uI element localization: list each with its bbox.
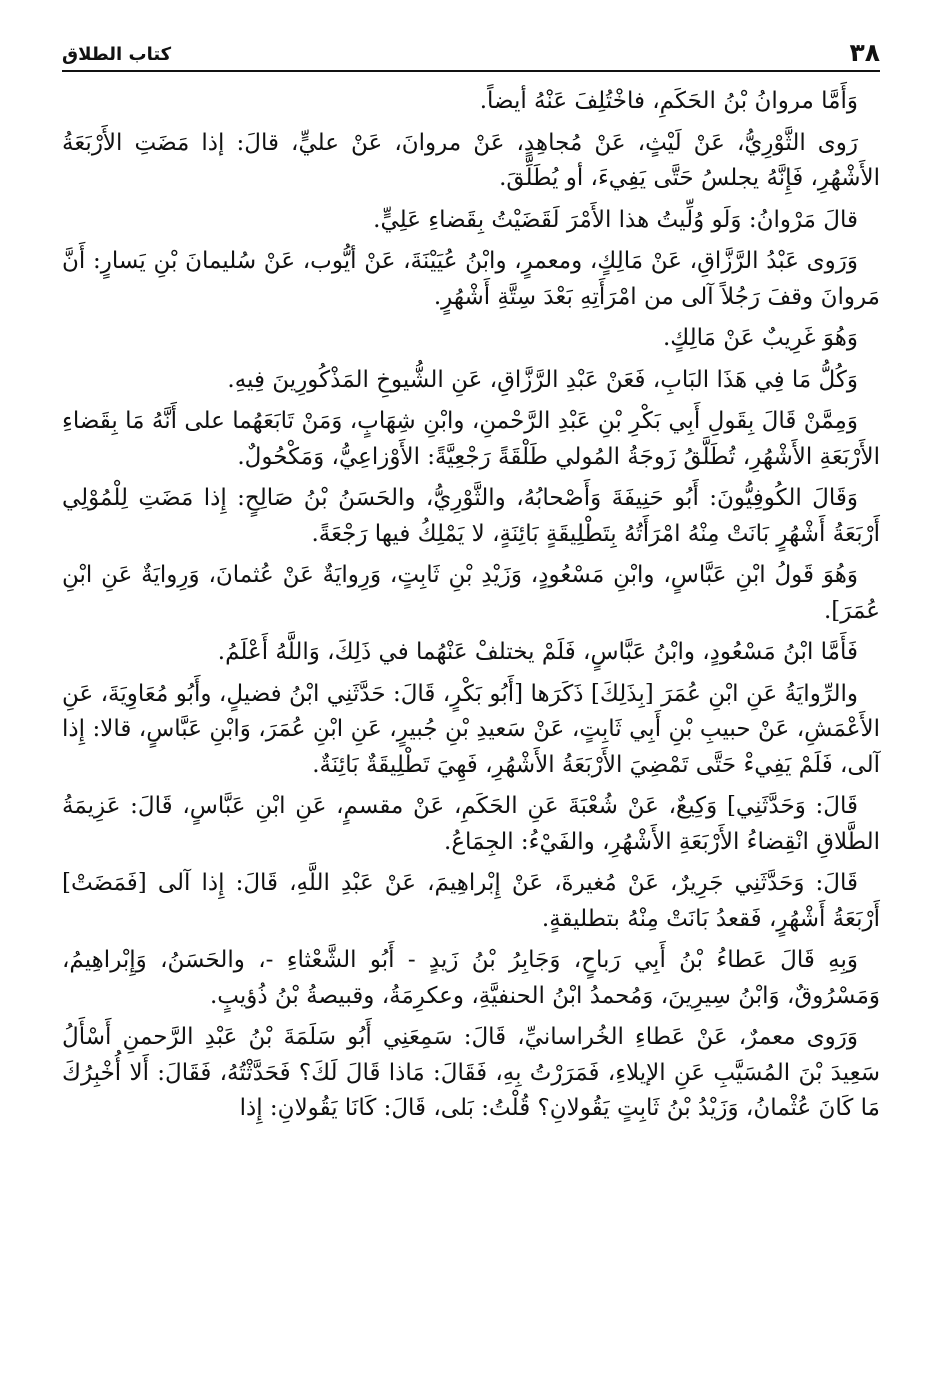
book-title: كتاب الطلاق — [62, 44, 172, 65]
paragraph: فَأَمَّا ابْنُ مَسْعُودٍ، وابْنُ عَبَّاسٍ، فَلَمْ يختلفْ عَنْهُما في ذَلِكَ، وَاللَّهُ أَعْلَمُ. — [217, 639, 858, 665]
paragraph: وَكُلُّ مَا فِي هَذَا البَابِ، فَعَنْ عَبْدِ الرَّزَّاقِ، عَنِ الشُّيوخِ المَذْكُورِينَ فِيهِ. — [227, 366, 858, 393]
paragraph: وَمِمَّنْ قَالَ بِقَولِ أَبِي بَكْرِ بْنِ عَبْدِ الرَّحْمنِ، وابْنِ شِهَابٍ، وَمَنْ تَابَعَهُما على أَنَّهُ مَا بِقَضاءِ الأَرْبَعَةِ الأَشْهُرِ، تُطَلَّقُ زَوجَةُ المُولي طَلْقَةً رَجْعِيَّةً: الأَوْزاعِيُّ، وَمَكْحُولٌ. — [62, 408, 880, 470]
paragraph: وَهُوَ غَرِيبٌ عَنْ مَالِكٍ. — [662, 325, 858, 351]
paragraph: قَالَ: وَحَدَّثَنِي] وَكِيعٌ، عَنْ شُعْبَةَ عَنِ الحَكَمِ، عَنْ مقسمٍ، عَنِ ابْنِ عَبَّاسٍ، قَالَ: عَزِيمَةُ الطَّلاقِ انْقِضاءُ الأَرْبَعَةِ الأَشْهُرِ، والفَيْءُ: الجِمَاعُ. — [62, 793, 880, 855]
paragraph: وَأَمَّا مروانُ بْنُ الحَكَمِ، فاخْتُلِفَ عَنْهُ أيضاً. — [479, 88, 858, 114]
paragraph: رَوى الثَّوْرِيُّ، عَنْ لَيْثٍ، عَنْ مُجاهِدٍ، عَنْ مروانَ، عَنْ عليٍّ، قالَ: إذا مَضَتِ الأَرْبَعَةُ الأَشْهُرِ، فَإِنَّهُ يجلسُ حَتَّى يَفِيءَ، أو يُطَلِّقَ. — [62, 129, 880, 191]
book-page — [62, 32, 880, 1372]
paragraph: وَقَالَ الكُوفِيُّونَ: أَبُو حَنِيفَةَ وَأَصْحابُهُ، والثَّوْرِيُّ، والحَسَنُ بْنُ صَالِحٍ: إِذا مَضَتِ لِلْمُوْلِي أَرْبَعَةُ أَشْهُرٍ بَانَتْ مِنْهُ امْرَأَتُهُ بِتَطْلِيقَةٍ بَائِنَةٍ، لا يَمْلِكُ فيها رَجْعَةً. — [62, 485, 880, 547]
paragraph: قالَ مَرْوانُ: وَلَو وُلِّيتُ هذا الأَمْرَ لَقَضَيْتُ بِقَضاءِ عَلِيٍّ. — [373, 206, 858, 233]
page-number: ٣٨ — [849, 38, 880, 67]
body-text — [62, 84, 880, 1127]
paragraph: قَالَ: وَحَدَّثَنِي جَرِيرٌ، عَنْ مُغيرةَ، عَنْ إِبْراهِيمَ، عَنْ عَبْدِ اللَّهِ، قَالَ: إِذا آلى [فَمَضَتْ] أَرْبَعَةُ أَشْهُرٍ، فَقعدُ بَانَتْ مِنْهُ بتطليقةٍ. — [62, 870, 880, 932]
paragraph: وَهُوَ قَولُ ابْنِ عَبَّاسٍ، وابْنِ مَسْعُودٍ، وَزَيْدِ بْنِ ثَابِتٍ، وَرِوايَةٌ عَنْ عُثمانَ، وَرِوايَةٌ عَنِ ابْنِ عُمَرَ]. — [62, 562, 880, 624]
running-header — [62, 32, 880, 72]
paragraph: وَرَوى معمرٌ، عَنْ عَطاءِ الخُراسانيِّ، قَالَ: سَمِعَنِي أَبُو سَلَمَةَ بْنُ عَبْدِ الرَّحمنِ أَسْأَلُ سَعِيدَ بْنَ المُسَيَّبِ عَنِ الإيلاءِ، فَمَرَرْتُ بِهِ، فَقَالَ: مَاذا قَالَ لَكَ؟ فَحَدَّثْتُهُ، فَقَالَ: أَلا أُخْبِرُكَ مَا كَانَ عُثْمانُ، وَزَيْدُ بْنُ ثَابِتٍ يَقُولانِ؟ قُلْتُ: بَلى، قَالَ: كَانَا يَقُولانِ: إِذا — [62, 1024, 880, 1121]
paragraph: وَبِهِ قَالَ عَطاءُ بْنُ أَبِي رَباحٍ، وَجَابِرُ بْنُ زَيدٍ - أَبُو الشَّعْثاءِ -، والحَسَنُ، وَإِبْراهِيمُ، وَمَسْرُوقٌ، وَابْنُ سِيرِينَ، وَمُحمدُ ابْنُ الحنفيَّةِ، وعكرِمَةُ، وقبيصةُ بْنُ ذُؤيبٍ. — [62, 947, 880, 1009]
paragraph: والرِّوايَةُ عَنِ ابْنِ عُمَرَ [بِذَلِكَ] ذَكَرَها [أَبُو بَكْرٍ، قَالَ: حَدَّثَنِي ابْنُ فضيلٍ، وأَبُو مُعَاوِيَةَ، عَنِ الأَعْمَشِ، عَنْ حبيبِ بْنِ أَبِي ثَابِتٍ، عَنْ سَعيدِ بْنِ جُبيرٍ، عَنِ ابْنِ عُمَرَ، وَابْنِ عَبَّاسٍ، قالا: إِذا آلى، فَلَمْ يَفِيءْ حَتَّى تَمْضِيَ الأَرْبَعَةُ الأَشْهُرِ، فَهِيَ تَطْلِيقَةٌ بَائِنَةٌ. — [62, 680, 880, 778]
paragraph: وَرَوى عَبْدُ الرَّزَّاقِ، عَنْ مَالِكٍ، ومعمرٍ، وابْنُ عُيَيْنَةَ، عَنْ أيُّوب، عَنْ سُليمانَ بْنِ يَسارٍ: أَنَّ مَروانَ وقفَ رَجُلاً آلى من امْرَأَتِهِ بَعْدَ سِتَّةِ أَشْهُرٍ. — [62, 248, 880, 310]
